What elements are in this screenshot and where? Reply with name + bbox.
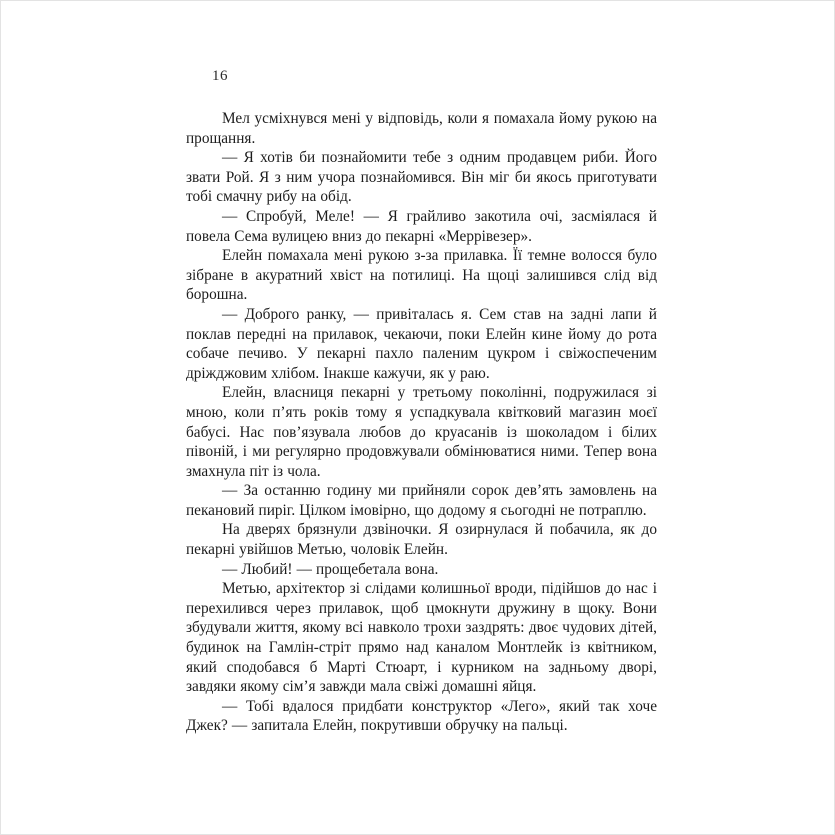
page-number: 16 bbox=[212, 68, 228, 84]
paragraph: — Спробуй, Меле! — Я грайливо закотила очі, засміялася й повела Сема вулицею вниз до пекарні «Меррівезер». bbox=[186, 207, 657, 245]
paragraph: — Любий! — прощебетала вона. bbox=[222, 560, 439, 578]
paragraph: Елейн, власниця пекарні у третьому поколінні, подружилася зі мною, коли п’ять років тому я успадкувала квітковий магазин моєї бабусі. Нас пов’язувала любов до круасанів із шоколадом і білих півоній, і ми регулярно продовжували обмінюватися ними. Тепер вона змахнула піт із чола. bbox=[186, 384, 657, 480]
paragraph: — Доброго ранку, — привіталась я. Сем став на задні лапи й поклав передні на прилавок, чекаючи, поки Елейн кине йому до рота собаче печиво. У пекарні пахло паленим цукром і свіжоспеченим дріжджовим хлібом. Інакше кажучи, як у раю. bbox=[186, 305, 657, 382]
paragraph: — Я хотів би познайомити тебе з одним продавцем риби. Його звати Рой. Я з ним учора познайомився. Він міг би якось приготувати тобі смачну рибу на обід. bbox=[186, 149, 657, 206]
paragraph: — Тобі вдалося придбати конструктор «Лего», який так хоче Джек? — запитала Елейн, покрутивши обручку на пальці. bbox=[186, 697, 657, 735]
paragraph: Мел усміхнувся мені у відповідь, коли я помахала йому рукою на прощання. bbox=[186, 110, 657, 147]
body-text-block bbox=[186, 109, 657, 736]
paragraph: На дверях брязнули дзвіночки. Я озирнулася й побачила, як до пекарні увійшов Метью, чоловік Елейн. bbox=[186, 521, 657, 559]
paragraph: Елейн помахала мені рукою з-за прилавка. Її темне волосся було зібране в акуратний хвіст на потилиці. На щоці залишився слід від борошна. bbox=[186, 247, 657, 304]
paragraph: — За останню годину ми прийняли сорок дев’ять замовлень на пекановий пиріг. Цілком імовірно, що додому я сьогодні не потраплю. bbox=[186, 482, 657, 519]
paragraph: Метью, архітектор зі слідами колишньої вроди, підійшов до нас і перехилився через прилавок, щоб цмокнути дружину в щоку. Вони збудували життя, якому всі навколо трохи заздрять: двоє чудових дітей, будинок на Гамлін-стріт прямо над каналом Монтлейк із квітником, який сподобався б Марті Стюарт, і курником на задньому дворі, завдяки якому сім’я завжди мала свіжі домашні яйця. bbox=[186, 580, 657, 696]
